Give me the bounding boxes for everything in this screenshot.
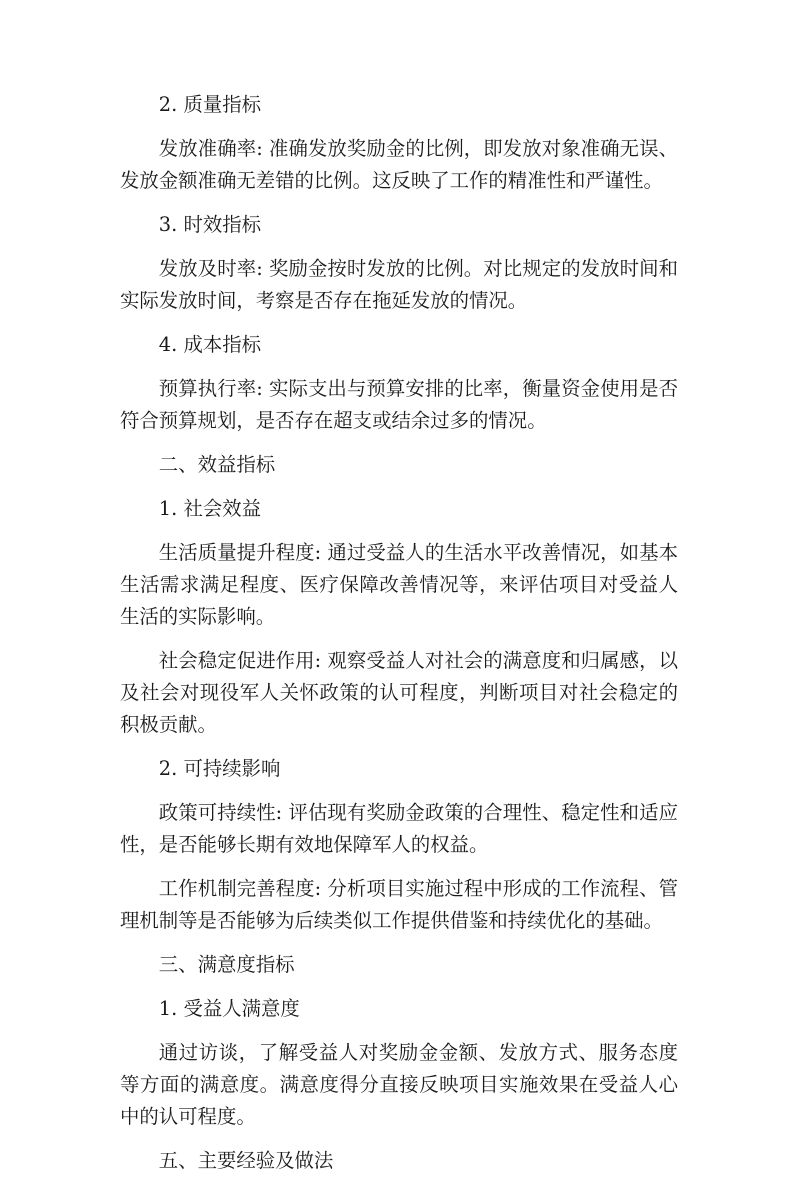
paragraph-quality-of-life: 生活质量提升程度: 通过受益人的生活水平改善情况，如基本生活需求满足程度、医疗保障改善情况等，来评估项目对受益人生活的实际影响。 bbox=[120, 541, 678, 628]
section-heading-experience: 五、主要经验及做法 bbox=[158, 1149, 334, 1172]
document-body bbox=[120, 89, 678, 1189]
section-heading-cost: 4. 成本指标 bbox=[158, 333, 262, 356]
section-heading-sustainability: 2. 可持续影响 bbox=[158, 757, 281, 780]
paragraph-work-mechanism: 工作机制完善程度: 分析项目实施过程中形成的工作流程、管理机制等是否能够为后续类似工作提供借鉴和持续优化的基础。 bbox=[120, 877, 678, 932]
section-heading-timeliness: 3. 时效指标 bbox=[158, 213, 262, 236]
paragraph-timeliness-rate: 发放及时率: 奖励金按时发放的比例。对比规定的发放时间和实际发放时间，考察是否存在拖延发放的情况。 bbox=[120, 257, 678, 312]
section-heading-beneficiary-satisfaction: 1. 受益人满意度 bbox=[158, 997, 300, 1020]
section-heading-satisfaction: 三、满意度指标 bbox=[158, 953, 295, 976]
paragraph-interviews: 通过访谈，了解受益人对奖励金金额、发放方式、服务态度等方面的满意度。满意度得分直接反映项目实施效果在受益人心中的认可程度。 bbox=[120, 1041, 678, 1128]
section-heading-quality: 2. 质量指标 bbox=[158, 93, 262, 116]
section-heading-social-benefit: 1. 社会效益 bbox=[158, 497, 262, 520]
paragraph-accuracy-rate: 发放准确率: 准确发放奖励金的比例，即发放对象准确无误、发放金额准确无差错的比例。这反映了工作的精准性和严谨性。 bbox=[120, 137, 678, 192]
paragraph-policy-sustainability: 政策可持续性: 评估现有奖励金政策的合理性、稳定性和适应性，是否能够长期有效地保障军人的权益。 bbox=[120, 801, 678, 856]
paragraph-social-stability: 社会稳定促进作用: 观察受益人对社会的满意度和归属感，以及社会对现役军人关怀政策的认可程度，判断项目对社会稳定的积极贡献。 bbox=[120, 649, 678, 736]
paragraph-budget-execution: 预算执行率: 实际支出与预算安排的比率，衡量资金使用是否符合预算规划，是否存在超支或结余过多的情况。 bbox=[120, 377, 678, 432]
section-heading-benefit: 二、效益指标 bbox=[158, 453, 276, 476]
